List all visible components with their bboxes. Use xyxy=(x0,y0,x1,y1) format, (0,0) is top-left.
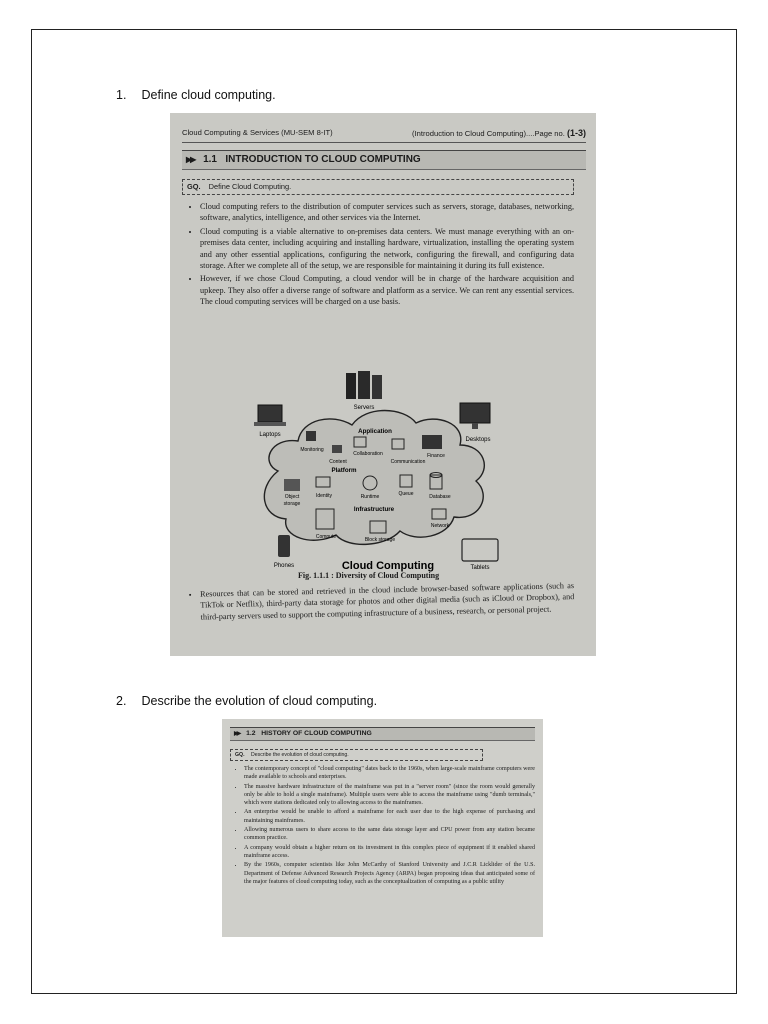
scan2-section-heading xyxy=(230,727,535,741)
scan1-gq-box xyxy=(182,179,574,195)
scan2-gq-label: GQ. xyxy=(235,752,245,758)
network-label: Network xyxy=(430,523,450,529)
tablet-icon xyxy=(462,539,498,561)
application-label: Application xyxy=(358,428,392,435)
scan1-header-left: Cloud Computing & Services (MU-SEM 8-IT) xyxy=(182,128,333,137)
phones-label: Phones xyxy=(273,563,295,569)
list-item: • By the 1960s, computer scientists like John McCarthy of Stanford University and J.C.R Licklider of the U.S. Department of Defense Advanced Research Projects Agency (ARPA) began proposing ideas that anticipated some of the major features of cloud computing today, such as the conceptualization of computing as a public utility xyxy=(244,861,535,886)
scan2-gq-box xyxy=(230,749,483,761)
list-item: • A company would obtain a higher return on its investment in this complex piece of equipment if it enabled shared mainframe access. xyxy=(244,844,535,861)
list-item: • Cloud computing is a viable alternative to on-premises data centers. We must manage everything with an on-premises data center, including acquiring and installing hardware, virtualization, installing the operating system and any other essential applications, configuring the network, configuring the firewall, and configuring data storage. After we complete all of the setup, we are responsible for maintaining it during its full existence. xyxy=(200,226,574,272)
list-item: • However, if we chose Cloud Computing, a cloud vendor will be in charge of the hardware acquisition and upkeep. They also offer a diverse range of software and platform as a service. We can rent any essential services. The cloud computing services will be charged on a use basis. xyxy=(200,273,574,307)
laptop-icon xyxy=(254,405,286,426)
desktop-icon xyxy=(460,403,490,429)
scan1-bullet-list xyxy=(182,201,574,310)
database-label: Database xyxy=(429,494,451,500)
question-1-number: 1. xyxy=(116,88,127,102)
platform-label: Platform xyxy=(331,467,357,474)
scan1-bullet-list-after xyxy=(182,580,575,625)
scan1-gq-text: Define Cloud Computing. xyxy=(208,182,292,191)
scan2-section-number: 1.2 xyxy=(246,730,256,737)
finance-icon xyxy=(422,435,442,449)
communication-label: Communication xyxy=(390,459,426,465)
identity-label: Identity xyxy=(315,493,333,499)
infrastructure-label: Infrastructure xyxy=(353,506,395,513)
question-1-text: Define cloud computing. xyxy=(141,88,276,102)
scan1-section-title: INTRODUCTION TO CLOUD COMPUTING xyxy=(225,154,421,165)
question-2-number: 2. xyxy=(116,694,127,708)
collaboration-label: Collaboration xyxy=(353,451,383,457)
scan2-section-title: HISTORY OF CLOUD COMPUTING xyxy=(261,730,372,737)
compute-label: Compute xyxy=(315,534,337,540)
scan2-bullet-list xyxy=(230,765,535,887)
runtime-label: Runtime xyxy=(360,494,380,500)
list-item: • An enterprise would be unable to afford a mainframe for each user due to the high expense of purchasing and maintaining mainframes. xyxy=(244,808,535,825)
list-item: • The contemporary concept of "cloud computing" dates back to the 1960s, when large-scale mainframe computers were made available to schools and enterprises. xyxy=(244,765,535,782)
content-label: Content xyxy=(329,459,347,465)
tablets-label: Tablets xyxy=(470,565,490,571)
laptops-label: Laptops xyxy=(259,432,281,438)
monitoring-label: Monitoring xyxy=(300,447,324,453)
scan1-running-header xyxy=(182,128,586,143)
list-item: • Resources that can be stored and retrieved in the cloud include browser-based software applications (such as TikTok or Netflix), third-party data storage for photos and other digital media (such as iCloud or Dropbox), and third-party servers used to support the computing infrastructure of a business, research, or personal project. xyxy=(200,580,575,623)
scan2-gq-text: Describe the evolution of cloud computing. xyxy=(250,752,349,758)
queue-label: Queue xyxy=(398,491,414,497)
monitoring-icon xyxy=(306,431,316,441)
list-item: • Allowing numerous users to share access to the same data storage layer and CPU power from any station became common practice. xyxy=(244,826,535,843)
list-item: • Cloud computing refers to the distribution of computer services such as servers, storage, databases, networking, software, analytics, intelligence, and other services via the Internet. xyxy=(200,201,574,224)
question-2 xyxy=(116,694,377,708)
object-storage-label-2: storage xyxy=(283,501,301,507)
scan-image-1 xyxy=(170,113,596,656)
finance-label: Finance xyxy=(427,453,445,459)
phone-icon xyxy=(278,535,290,557)
object-storage-icon xyxy=(284,479,300,491)
object-storage-label-1: Object xyxy=(284,494,300,500)
figure-caption: Fig. 1.1.1 : Diversity of Cloud Computing xyxy=(298,571,440,580)
servers-label: Servers xyxy=(353,405,375,411)
scan1-header-right: (Introduction to Cloud Computing)....Page no. (1-3) xyxy=(412,128,586,138)
question-2-text: Describe the evolution of cloud computing. xyxy=(141,694,378,708)
scan1-section-number: 1.1 xyxy=(203,154,217,165)
servers-icon xyxy=(346,371,382,399)
scan1-gq-label: GQ. xyxy=(187,182,201,191)
content-icon xyxy=(332,445,342,453)
question-1 xyxy=(116,88,276,102)
desktops-label: Desktops xyxy=(465,437,491,443)
double-arrow-icon: ▶▶ xyxy=(186,155,195,164)
block-storage-label: Block storage xyxy=(364,537,396,543)
cloud-computing-label: Cloud Computing xyxy=(341,560,435,572)
list-item: • The massive hardware infrastructure of the mainframe was put in a "server room" (since the room would generally only be able to hold a single mainframe). Multiple users were able to access the mainframe using "dumb terminals," which were stations dedicated only to allowing access to the mainframes. xyxy=(244,783,535,808)
scan1-section-heading xyxy=(182,150,586,170)
cloud-diversity-figure xyxy=(240,371,540,586)
scan-image-2 xyxy=(222,719,543,937)
scan1-page-no: (1-3) xyxy=(566,128,586,138)
double-arrow-icon: ▶▶ xyxy=(234,731,240,737)
